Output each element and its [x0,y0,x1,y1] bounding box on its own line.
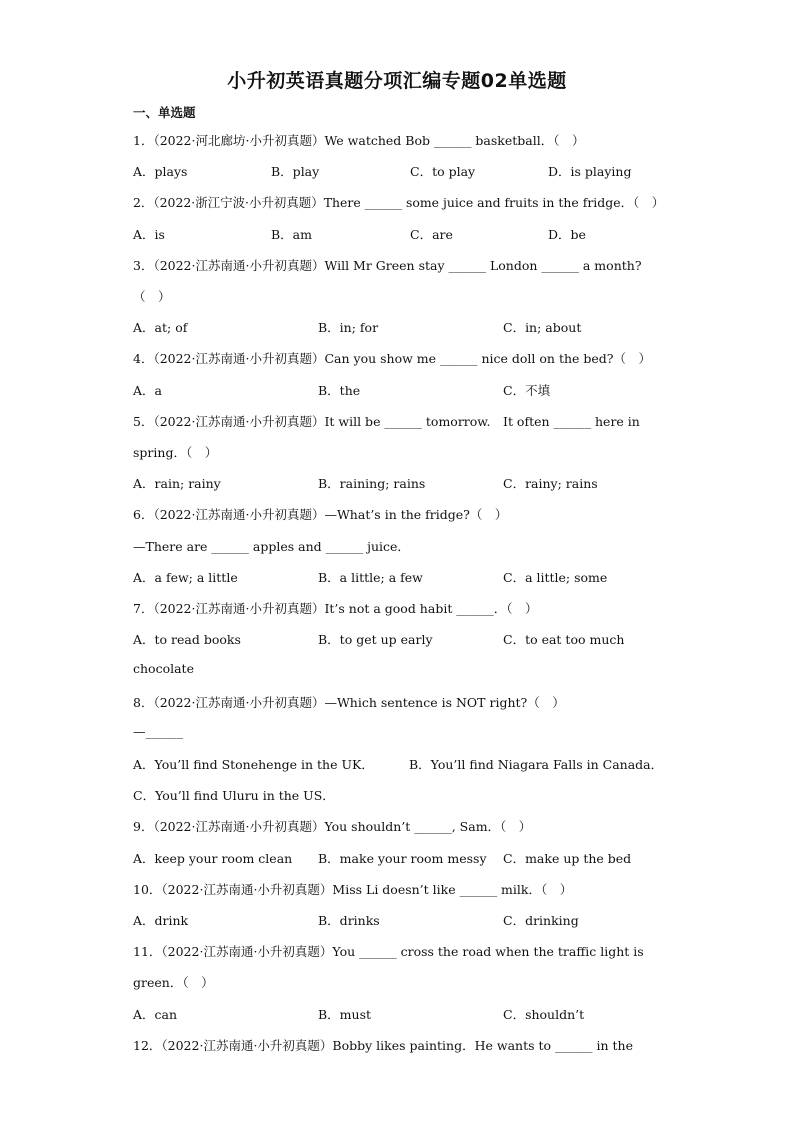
question-6-option-c: C．a little; some [503,570,608,585]
question-11-option-c: C．shouldn’t [503,1007,585,1022]
question-8-option-c: C．You’ll find Uluru in the US． [133,788,335,803]
question-2-stem: 2．（2022·浙江宁波·小升初真题）There ______ some juice and fruits in the fridge．（ ） [133,195,665,210]
question-10-option-a: A．drink [133,913,189,928]
question-3-option-c: C．in; about [503,320,582,335]
question-11-stem: 11．（2022·江苏南通·小升初真题）You ______ cross the road when the traffic light is [133,944,644,959]
question-3-stem-cont: （ ） [133,289,171,304]
question-5-option-c: C．rainy; rains [503,476,598,491]
question-5-stem-cont: spring．（ ） [133,445,218,460]
question-4-option-a: A．a [133,383,162,398]
question-9-option-c: C．make up the bed [503,851,632,866]
question-1-stem: 1．（2022·河北廊坊·小升初真题）We watched Bob ______ basketball．（ ） [133,133,585,148]
question-8-stem-cont: —______ [133,724,183,739]
question-10-option-c: C．drinking [503,913,579,928]
question-1-option-c: C．to play [410,164,476,179]
page-title: 小升初英语真题分项汇编专题02单选题 [227,70,567,92]
question-7-option-c-cont: chocolate [133,661,194,676]
question-2-option-c: C．are [410,227,453,242]
question-2-option-d: D．be [548,227,586,242]
question-2-option-b: B．am [271,227,312,242]
question-7-option-c: C．to eat too much [503,632,625,647]
question-5-option-a: A．rain; rainy [133,476,221,491]
question-8-option-a: A．You’ll find Stonehenge in the UK． [133,757,374,772]
question-4-option-c: C．不填 [503,383,551,398]
question-8-option-b: B．You’ll find Niagara Falls in Canada． [409,757,664,772]
question-11-option-b: B．must [318,1007,372,1022]
question-5-stem: 5．（2022·江苏南通·小升初真题）It will be ______ tomorrow. It often ______ here in [133,414,640,429]
question-9-stem: 9．（2022·江苏南通·小升初真题）You shouldn’t ______, Sam．（ ） [133,819,532,834]
question-8-stem: 8．（2022·江苏南通·小升初真题）—Which sentence is NOT right?（ ） [133,695,565,710]
question-3-option-b: B．in; for [318,320,379,335]
question-11-option-a: A．can [133,1007,178,1022]
question-1-option-d: D．is playing [548,164,632,179]
question-12-stem: 12．（2022·江苏南通·小升初真题）Bobby likes painting．He wants to ______ in the [133,1038,633,1053]
question-4-stem: 4．（2022·江苏南通·小升初真题）Can you show me ______ nice doll on the bed?（ ） [133,351,651,366]
question-3-stem: 3．（2022·江苏南通·小升初真题）Will Mr Green stay ______ London ______ a month? [133,258,642,273]
question-6-option-a: A．a few; a little [133,570,238,585]
question-7-option-b: B．to get up early [318,632,433,647]
question-4-option-b: B．the [318,383,361,398]
question-6-stem-cont: —There are ______ apples and ______ juice． [133,539,410,554]
question-11-stem-cont: green．（ ） [133,975,214,990]
question-1-option-b: B．play [271,164,320,179]
question-6-option-b: B．a little; a few [318,570,423,585]
question-7-option-a: A．to read books [133,632,241,647]
question-5-option-b: B．raining; rains [318,476,426,491]
section-heading: 一、单选题 [133,105,196,120]
question-7-stem: 7．（2022·江苏南通·小升初真题）It’s not a good habit ______．（ ） [133,601,538,616]
question-1-option-a: A．plays [133,164,188,179]
question-9-option-a: A．keep your room clean [133,851,293,866]
question-10-stem: 10．（2022·江苏南通·小升初真题）Miss Li doesn’t like ______ milk．（ ） [133,882,573,897]
question-2-option-a: A．is [133,227,165,242]
question-6-stem: 6．（2022·江苏南通·小升初真题）—What’s in the fridge?（ ） [133,507,508,522]
question-10-option-b: B．drinks [318,913,380,928]
question-9-option-b: B．make your room messy [318,851,487,866]
question-3-option-a: A．at; of [133,320,188,335]
